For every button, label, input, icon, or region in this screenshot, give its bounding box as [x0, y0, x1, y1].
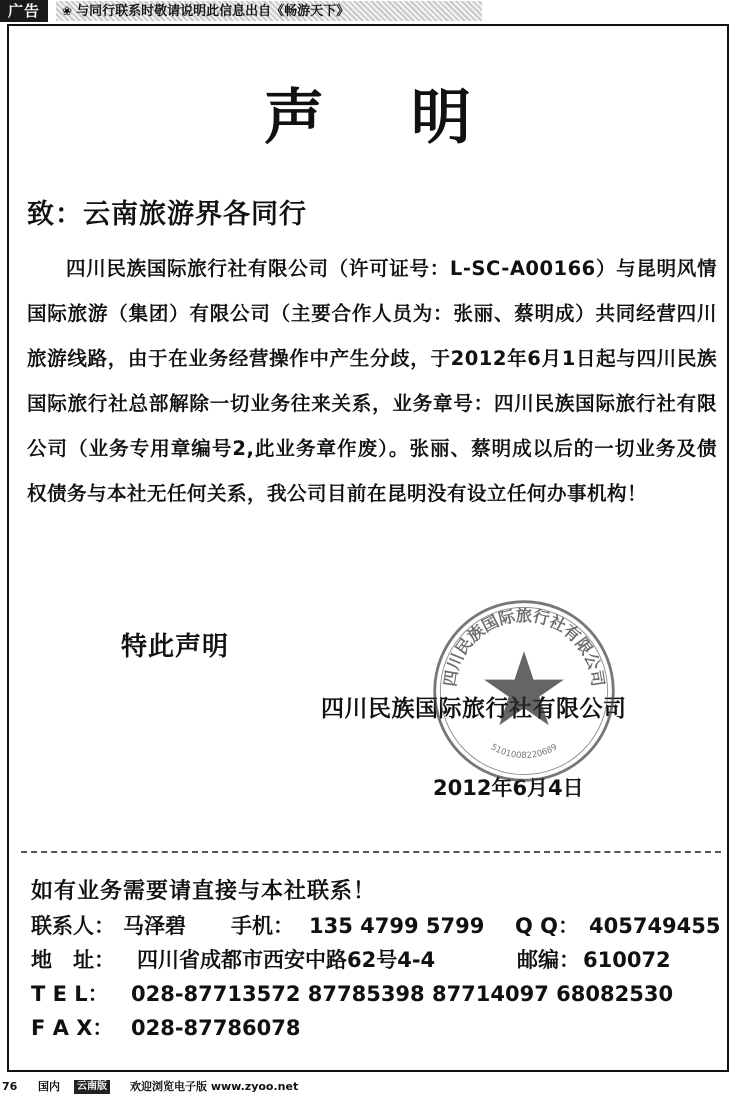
banner-text: 与同行联系时敬请说明此信息出自《畅游天下》 [76, 4, 350, 19]
qq-label: Q Q： [515, 914, 580, 938]
seal-number: 5101008220689 [488, 742, 560, 762]
title-char-1: 声 [264, 83, 326, 153]
contact-row-address [31, 943, 721, 977]
page-footer [0, 1076, 740, 1098]
address-label: 地 址： [31, 948, 115, 972]
top-banner [0, 0, 740, 22]
section-divider [21, 851, 721, 853]
fax-number: 028-87786078 [131, 1016, 301, 1040]
postcode-label: 邮编： [517, 948, 580, 972]
mobile-label: 手机： [231, 914, 294, 938]
closing-phrase: 特此声明 [121, 632, 230, 662]
edition-logo: 云南版 [74, 1080, 110, 1094]
salutation: 致：云南旅游界各同行 [27, 199, 307, 230]
contact-heading: 如有业务需要请直接与本社联系！ [31, 879, 377, 904]
source-banner [56, 1, 482, 21]
address: 四川省成都市西安中路62号4-4 [137, 948, 436, 972]
ornament-icon: ❀ [62, 4, 73, 18]
ad-tag: 广告 [0, 0, 48, 22]
signing-date: 2012年6月4日 [433, 776, 584, 800]
svg-text:5101008220689 [489, 742, 559, 761]
footer-slogan: 欢迎浏览电子版 www.zyoo.net [130, 1080, 299, 1093]
tel-label: T E L： [31, 982, 109, 1006]
title-char-2: 明 [411, 83, 473, 153]
tel-numbers: 028-87713572 87785398 87714097 68082530 [131, 982, 674, 1006]
section-name: 国内 [38, 1080, 60, 1093]
mobile-number: 135 4799 5799 [309, 914, 485, 938]
page-number: 76 [2, 1080, 18, 1093]
signing-company: 四川民族国际旅行社有限公司 [321, 696, 627, 722]
company-seal-icon [429, 596, 619, 786]
contact-row-tel [31, 977, 721, 1011]
notice-body: 四川民族国际旅行社有限公司（许可证号：L-SC-A00166）与昆明风情国际旅游（集团）有限公司（主要合作人员为：张丽、蔡明成）共同经营四川旅游线路，由于在业务经营操作中产生分歧，于2012年6月1日起与四川民族国际旅行社总部解除一切业务往来关系，业务章号：四川民族国际旅行社有限公司（业务专用章编号2,此业务章作废）。张丽、蔡明成以后的一切业务及债权债务与本社无任何关系，我公司目前在昆明没有设立任何办事机构！ [27, 257, 717, 505]
contact-block [31, 874, 721, 1045]
seal-text: 四川民族国际旅行社有限公司 [440, 606, 608, 688]
notice-frame [7, 24, 729, 1072]
contact-row-fax [31, 1011, 721, 1045]
fax-label: F A X： [31, 1016, 114, 1040]
postcode: 610072 [583, 948, 671, 972]
qq-number: 405749455 [589, 914, 721, 938]
person-label: 联系人： [31, 914, 115, 938]
contact-row-person [31, 909, 721, 943]
contact-person: 马泽碧 [123, 914, 186, 938]
